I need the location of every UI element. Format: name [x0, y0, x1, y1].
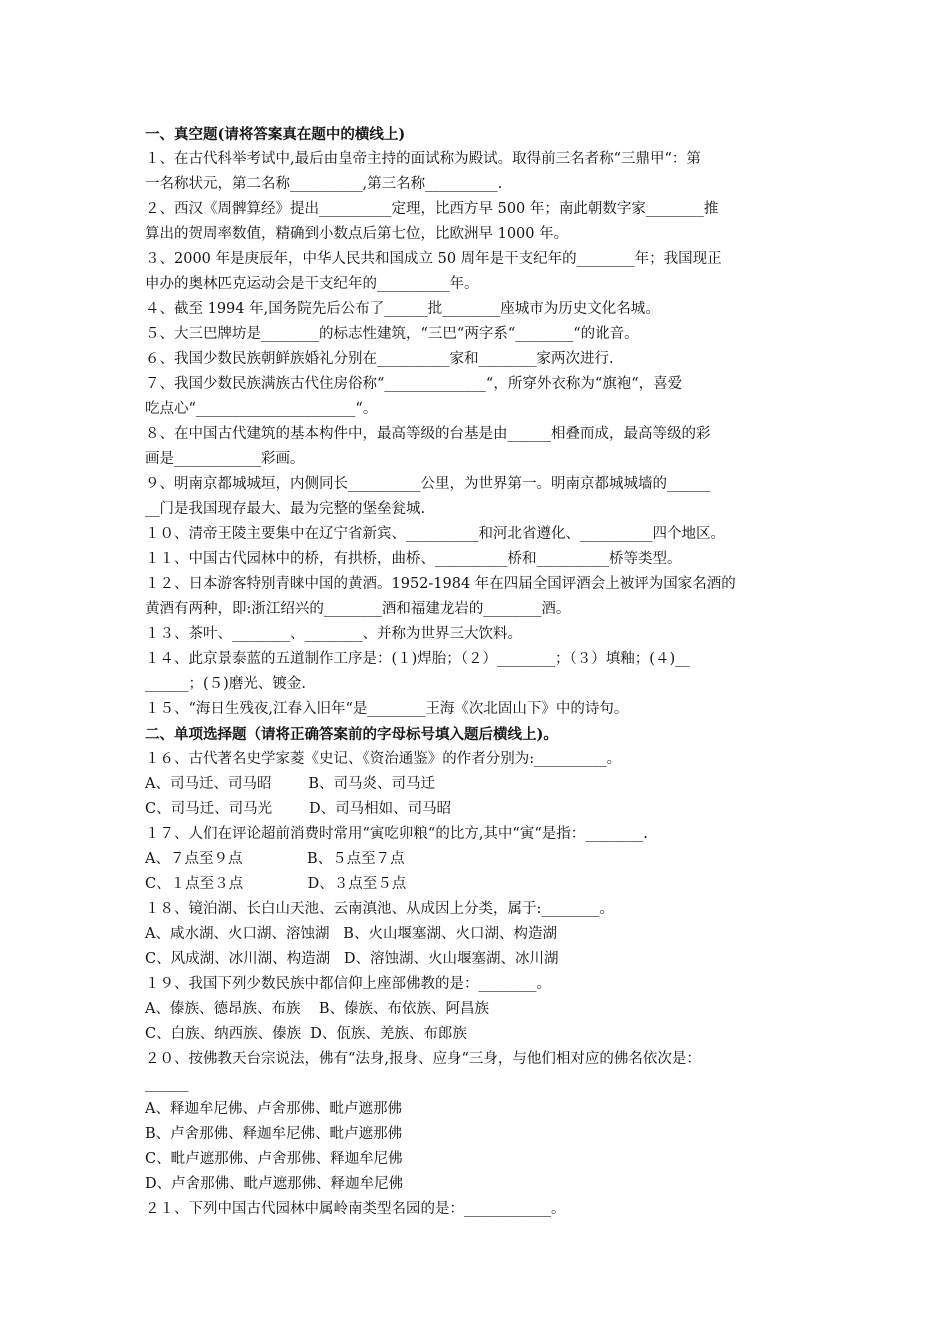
text-line: １３、茶叶、________、________、并称为世界三大饮料。 — [145, 626, 522, 642]
exam-document — [145, 122, 810, 1222]
text-line: ４、截至 1994 年,国务院先后公布了______批________座城市为历史文化名城。 — [145, 301, 660, 317]
text-line: １１、中国古代园林中的桥，有拱桥，曲桥、__________桥和__________桥等类型。 — [145, 551, 682, 567]
text-line: B、卢舍那佛、释迦牟尼佛、毗卢遮那佛 — [145, 1126, 403, 1142]
text-line: ２、西汉《周髀算经》提出__________定理，比西方早 500 年；南此朝数字家________推 — [145, 201, 719, 217]
text-line: A、傣族、德昂族、布族 B、傣族、布依族、阿昌族 — [145, 1001, 490, 1017]
text-line: 算出的贺周率数值，精确到小数点后第七位，比欧洲早 1000 年。 — [145, 226, 569, 242]
text-line: １９、我国下列少数民族中都信仰上座部佛教的是：________。 — [145, 976, 551, 992]
text-line: A、释迦牟尼佛、卢舍那佛、毗卢遮那佛 — [145, 1101, 402, 1117]
text-line: １０、清帝王陵主要集中在辽宁省新宾、__________和河北省遵化、__________四个地区。 — [145, 526, 725, 542]
text-line: 申办的奥林匹克运动会是干支纪年的__________年。 — [145, 276, 479, 292]
text-line: ２１、下列中国古代园林中属岭南类型名园的是：____________。 — [145, 1201, 566, 1217]
text-line: A、咸水湖、火口湖、溶蚀湖 B、火山堰塞湖、火口湖、构造湖 — [145, 926, 557, 942]
text-line: A、７点至９点 B、５点至７点 — [145, 851, 405, 867]
text-line: １７、人们在评论超前消费时常用“寅吃卯粮“的比方,其中“寅“是指：________. — [145, 826, 648, 842]
text-line: ７、我国少数民族满族古代住房俗称“______________“，所穿外衣称为“旗袍“，喜爱 — [145, 376, 683, 392]
text-line: C、司马迁、司马光 D、司马相如、司马昭 — [145, 801, 452, 817]
text-line: ______；(５)磨光、镀金. — [145, 676, 306, 692]
text-line: １、在古代科举考试中,最后由皇帝主持的面试称为殿试。取得前三名者称“三鼎甲“：第 — [145, 151, 701, 167]
text-line: ６、我国少数民族朝鲜族婚礼分别在__________家和________家两次进行. — [145, 351, 614, 367]
text-line: 黄酒有两种，即:浙江绍兴的________酒和福建龙岩的________酒。 — [145, 601, 571, 617]
text-line: A、司马迁、司马昭 B、司马炎、司马迁 — [145, 776, 435, 792]
text-line: １２、日本游客特别青睐中国的黄酒。1952-1984 年在四届全国评酒会上被评为国家名酒的 — [145, 576, 736, 592]
text-line: ______ — [145, 1076, 189, 1092]
text-line: １６、古代著名史学家菱《史记、《资治通鉴》的作者分别为:__________。 — [145, 751, 622, 767]
text-line: ８、在中国古代建筑的基本构件中，最高等级的台基是由______相叠而成，最高等级的彩 — [145, 426, 711, 442]
text-line: ２０、按佛教天台宗说法，佛有“法身,报身、应身“三身，与他们相对应的佛名依次是： — [145, 1051, 701, 1067]
text-line: １５、“海日生残夜,江春入旧年“是________王海《次北固山下》中的诗句。 — [145, 701, 629, 717]
text-line: １８、镜泊湖、长白山天池、云南滇池、从成因上分类，属于:________。 — [145, 901, 614, 917]
text-line: D、卢舍那佛、毗卢遮那佛、释迦牟尼佛 — [145, 1176, 404, 1192]
text-line: C、毗卢遮那佛、卢舍那佛、释迦牟尼佛 — [145, 1151, 403, 1167]
text-line: 一名称状元，第二名称__________,第三名称__________. — [145, 176, 503, 192]
text-line: C、风成湖、冰川湖、构造湖 D、溶蚀湖、火山堰塞湖、冰川湖 — [145, 951, 559, 967]
text-line: ５、大三巴牌坊是________的标志性建筑，“三巴“两字系“________“的讹音。 — [145, 326, 639, 342]
text-line: ９、明南京都城城垣，内侧同长__________公里，为世界第一。明南京都城城墙的______ — [145, 476, 711, 492]
text-line: ３、2000 年是庚辰年，中华人民共和国成立 50 周年是干支纪年的________年；我国现正 — [145, 251, 722, 267]
text-line: C、白族、纳西族、傣族 D、佤族、羌族、布郎族 — [145, 1026, 467, 1042]
text-line: C、１点至３点 D、３点至５点 — [145, 876, 407, 892]
text-line: __门是我国现存最大、最为完整的堡垒瓮城. — [145, 501, 426, 517]
text-line: 画是____________彩画。 — [145, 451, 305, 467]
text-line: 吃点心“______________________“。 — [145, 401, 378, 417]
section-heading: 一、真空题(请将答案真在题中的横线上) — [145, 126, 406, 143]
text-line: １４、此京景泰蓝的五道制作工序是：(１)焊胎；（２）________；（３）填釉；(４)__ — [145, 651, 690, 667]
section-heading: 二、单项选择题（请将正确答案前的字母标号填入题后横线上)。 — [145, 726, 558, 743]
